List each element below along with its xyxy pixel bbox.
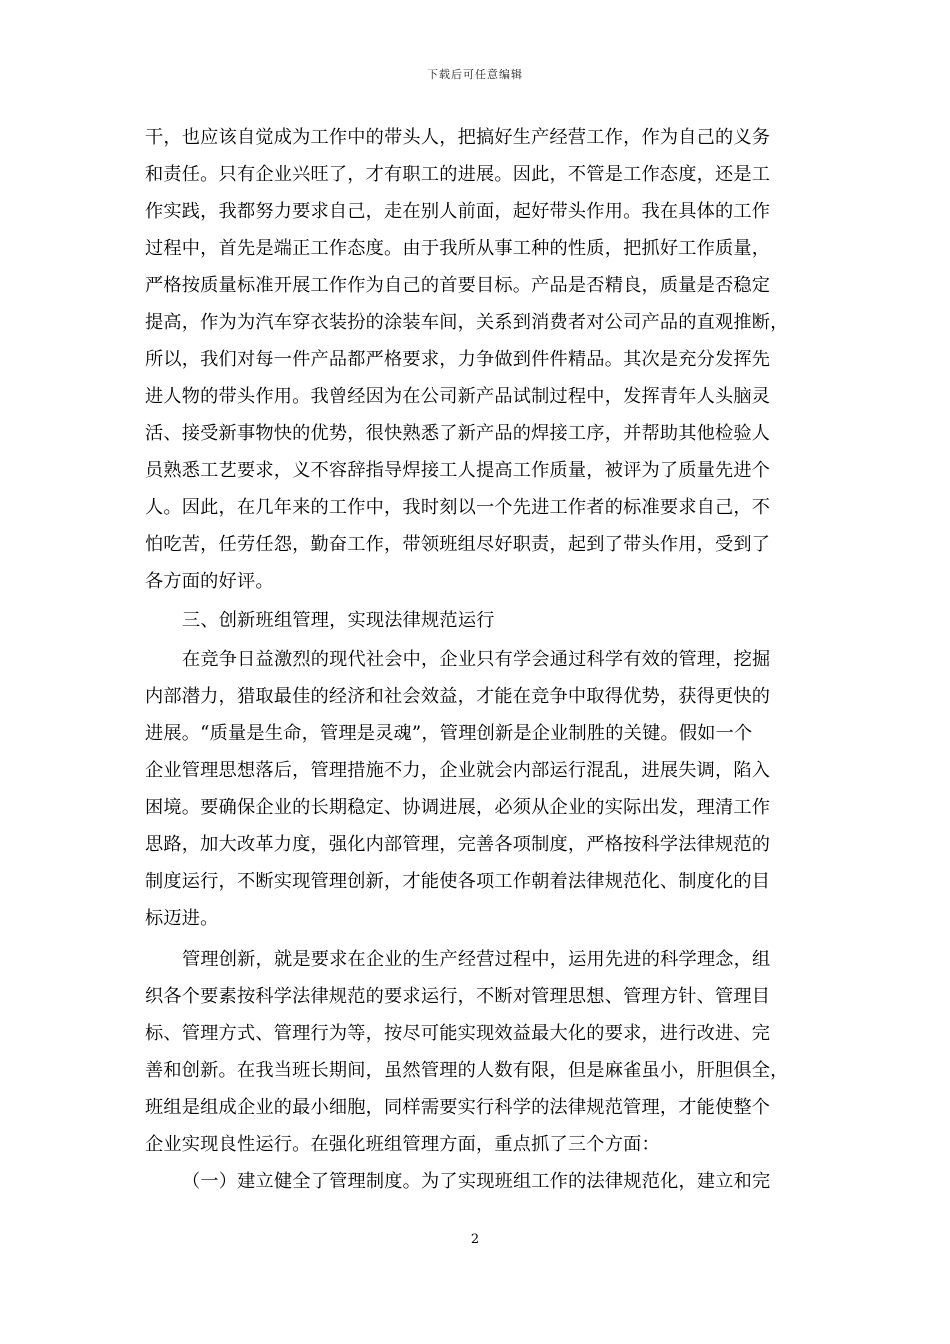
paragraph-first-line: 管理创新，就是要求在企业的生产经营过程中，运用先进的科学理念，组 — [182, 949, 771, 970]
text-line: 内部潜力，猎取最佳的经济和社会效益，才能在竞争中取得优势，获得更快的 — [145, 686, 771, 707]
text-line: 干，也应该自觉成为工作中的带头人，把搞好生产经营工作，作为自己的义务 — [145, 127, 771, 148]
text-line: 标迈进。 — [145, 908, 219, 929]
page-number: 2 — [470, 1232, 480, 1247]
text-line: 善和创新。在我当班长期间，虽然管理的人数有限，但是麻雀虽小，肝胆俱全， — [145, 1060, 789, 1081]
text-line: 严格按质量标准开展工作作为自己的首要目标。产品是否精良，质量是否稳定 — [145, 275, 771, 296]
text-line: 织各个要素按科学法律规范的要求运行，不断对管理思想、管理方针、管理目 — [145, 986, 771, 1007]
text-line: 班组是组成企业的最小细胞，同样需要实行科学的法律规范管理，才能使整个 — [145, 1097, 771, 1118]
text-line: 怕吃苦，任劳任怨，勤奋工作，带领班组尽好职责，起到了带头作用，受到了 — [145, 534, 771, 555]
text-line: 标、管理方式、管理行为等，按尽可能实现效益最大化的要求，进行改进、完 — [145, 1023, 771, 1044]
text-line: 企业管理思想落后，管理措施不力，企业就会内部运行混乱，进展失调，陷入 — [145, 760, 771, 781]
text-line: 作实践，我都努力要求自己，走在别人前面，起好带头作用。我在具体的工作 — [145, 201, 771, 222]
text-line: 过程中，首先是端正工作态度。由于我所从事工种的性质，把抓好工作质量， — [145, 238, 771, 259]
header-note: 下载后可任意编辑 — [427, 68, 523, 81]
text-line: 企业实现良性运行。在强化班组管理方面，重点抓了三个方面： — [145, 1134, 660, 1155]
text-line: 思路，加大改革力度，强化内部管理，完善各项制度，严格按科学法律规范的 — [145, 834, 771, 855]
text-line: 困境。要确保企业的长期稳定、协调进展，必须从企业的实际出发，理清工作 — [145, 797, 771, 818]
paragraph-first-line: （一）建立健全了管理制度。为了实现班组工作的法律规范化，建立和完 — [182, 1171, 771, 1192]
text-line: 活、接受新事物快的优势，很快熟悉了新产品的焊接工序，并帮助其他检验人 — [145, 423, 771, 444]
paragraph-first-line: 在竞争日益激烈的现代社会中，企业只有学会通过科学有效的管理，挖掘 — [182, 649, 771, 670]
text-line: 制度运行，不断实现管理创新，才能使各项工作朝着法律规范化、制度化的目 — [145, 871, 771, 892]
text-line: 各方面的好评。 — [145, 571, 274, 592]
text-line: 员熟悉工艺要求，义不容辞指导焊接工人提高工作质量，被评为了质量先进个 — [145, 460, 771, 481]
text-line: 提高，作为为汽车穿衣装扮的涂装车间，关系到消费者对公司产品的直观推断， — [145, 312, 789, 333]
section-heading: 三、创新班组管理，实现法律规范运行 — [182, 610, 495, 631]
text-line: 人。因此，在几年来的工作中，我时刻以一个先进工作者的标准要求自己，不 — [145, 497, 771, 518]
text-line: 进人物的带头作用。我曾经因为在公司新产品试制过程中，发挥青年人头脑灵 — [145, 386, 771, 407]
text-line: 进展。“质量是生命，管理是灵魂”，管理创新是企业制胜的关键。假如一个 — [145, 723, 753, 744]
text-line: 所以，我们对每一件产品都严格要求，力争做到件件精品。其次是充分发挥先 — [145, 349, 771, 370]
text-line: 和责任。只有企业兴旺了，才有职工的进展。因此，不管是工作态度，还是工 — [145, 164, 771, 185]
